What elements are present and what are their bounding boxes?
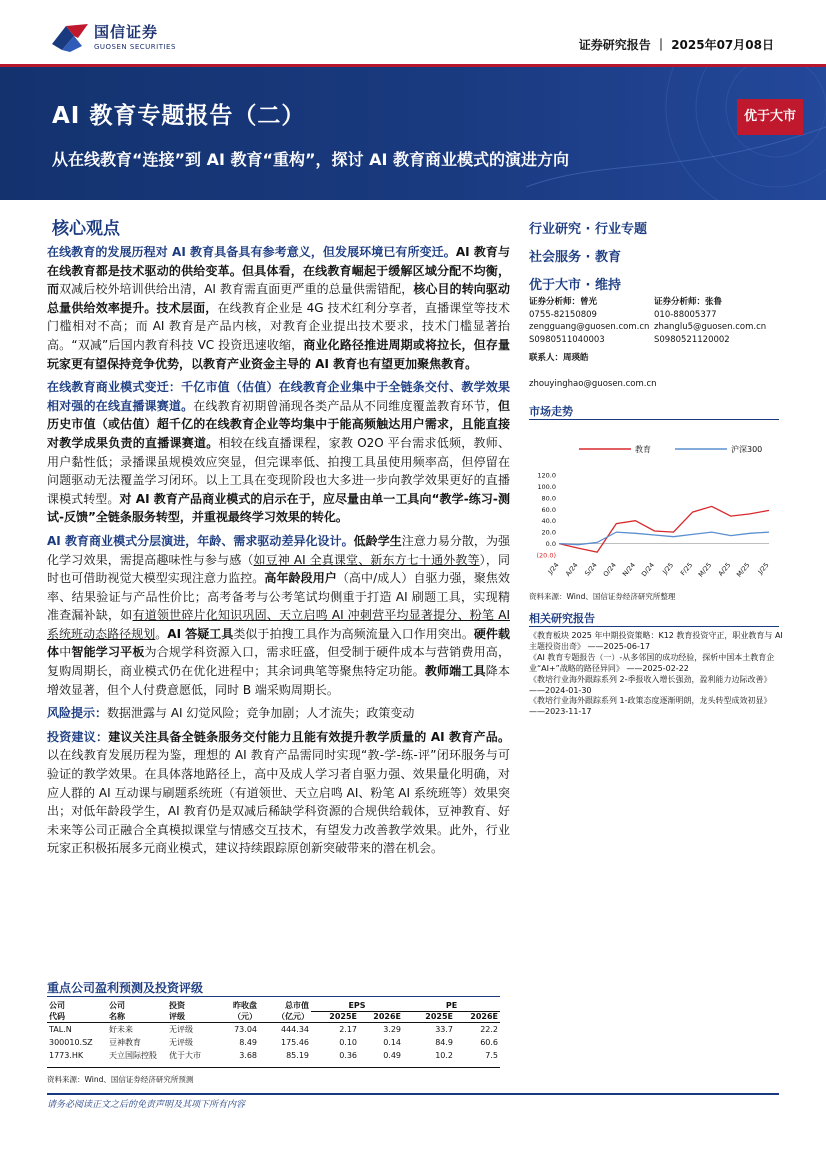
analyst-2-email: zhanglu5@guosen.com.cn	[654, 322, 767, 332]
p3-bold-6: 教师端工具	[424, 664, 486, 679]
paragraph-3	[47, 532, 510, 699]
p3-underline-2: 有道领世碎片化知识巩固、天立启鸣 AI 冲刺营平均显著提分、粉笔 AI 系统班动态路径规划	[47, 608, 510, 641]
x-tick-label: M/25	[734, 561, 752, 579]
related-item[interactable]: 《AI 教育专题报告（一）-从多邻国的成功经验，探析中国本土教育企业“AI+”战略的路径异同》 ——2025-02-22	[529, 652, 775, 673]
analyst-2-title	[654, 296, 779, 309]
p1-bold-2: 核心目的转向驱动总量供给效率提升。技术层面，	[47, 282, 510, 315]
report-type: 证券研究报告	[578, 38, 651, 52]
p3-text-7: 为合规学科资源入口，需求旺盛，但受制于硬件成本与营销费用高，复购周期长，商业模式仍在优化进程中；其余词典笔等聚焦特定功能。	[47, 645, 510, 679]
cell-eps25: 0.36	[339, 1050, 357, 1060]
legend-label: 沪深300	[731, 445, 763, 454]
x-tick-label: A/24	[563, 561, 580, 578]
market-divider	[529, 419, 779, 420]
cell-name: 豆神教育	[109, 1037, 141, 1047]
p2-text-1: 在线教育初期曾涌现各类产品从不同维度覆盖教育环节，	[193, 398, 498, 413]
p3-bold-3: AI 答疑工具	[167, 626, 234, 641]
cell-eps26: 0.14	[383, 1037, 401, 1047]
analyst-2-cert: S0980521120002	[654, 334, 730, 345]
p3-text-1: 注意力易分散，为强化学习效果，需提高趣味性与参与感（	[47, 533, 510, 567]
related-item[interactable]: 《教培行业海外跟踪系列 1-政策态度逐渐明朗，龙头转型成效初显》 ——2023-11-17	[529, 696, 772, 717]
th-price-2: （元）	[219, 1011, 259, 1023]
forecast-table-title: 重点公司盈利预测及投资评级	[47, 981, 204, 995]
x-tick-label: O/24	[601, 561, 618, 579]
analyst-1-role: 证券分析师：	[529, 297, 581, 307]
p1-text-2: 在线教育企业是 4G 技术红利分享者，直播课堂等技术门槛相对不高；而 AI 教育是产品内核，对教育企业提出技术要求，技术门槛显著抬高。“双减”后国内教育科技 VC 投资迅速收缩，	[47, 300, 510, 352]
p2-bold-1: 但历史市值（或估值）超千亿的在线教育企业等均集中于能高频触达用户需求，且能直接对教学成果负责的直播课赛道。	[47, 398, 510, 450]
p3-bold-4: 硬件载体	[47, 626, 510, 660]
y-tick-label: 60.0	[541, 505, 556, 514]
cell-rating: 无评级	[169, 1037, 193, 1047]
th-name-1: 公司	[109, 1001, 125, 1010]
p3-text-5: 类似于拍搜工具作为高频流量入口作用突出。	[233, 626, 474, 641]
analyst-1-email: zengguang@guosen.com.cn	[529, 322, 650, 332]
report-subtitle: 从在线教育“连接”到 AI 教育“重构”，探讨 AI 教育商业模式的演进方向	[52, 150, 570, 169]
cell-pe26: 60.6	[480, 1037, 498, 1047]
table-divider	[47, 996, 500, 997]
analyst-2-phone: 010-88005377	[654, 309, 717, 320]
advice-label: 投资建议：	[47, 729, 109, 744]
category-rating: 优于大市 · 维持	[529, 278, 621, 293]
p3-text-3: （高中/成人）自驱力强，聚焦效率、结果验证与产品性价比；高考备考与公考笔试均侧重于打造 AI 刷题工具，实现精准查漏补缺，如	[47, 571, 510, 623]
meta-separator: ｜	[655, 38, 672, 52]
th-pe: PE	[403, 1000, 500, 1011]
y-tick-label: 120.0	[537, 471, 556, 480]
paragraph-2	[47, 378, 510, 527]
cell-price: 3.68	[239, 1050, 257, 1060]
th-code-2: 代码	[47, 1011, 107, 1023]
title-banner	[0, 67, 826, 200]
guosen-logo-icon	[52, 22, 88, 52]
y-tick-label: 20.0	[541, 528, 556, 537]
y-tick-label: 100.0	[537, 482, 556, 491]
cell-price: 73.04	[234, 1024, 257, 1034]
risk-text: 数据泄露与 AI 幻觉风险；竞争加剧；人才流失；政策变动	[107, 706, 415, 721]
p1-text-1: 双减后校外培训供给出清，AI 教育需直面更严重的总量供需错配，	[59, 282, 414, 297]
risk-paragraph	[47, 704, 510, 723]
market-trend-title: 市场走势	[529, 405, 573, 418]
paragraph-1	[47, 243, 510, 373]
th-eps-2026: 2026E	[359, 1011, 403, 1023]
advice-text: 以在线教育发展历程为鉴，理想的 AI 教育产品需同时实现“教-学-练-评”闭环服务与可验证的教学效果。在具体落地路径上，高中及成人学习者自驱力强、效果量化明确，对应人群的 AI 互动课与刷题系统班（有道领世、天立启鸣 AI、粉笔 AI 系统班等）效果突出；对低年龄段学生，AI 教育仍是双减后稀缺学科资源的合规供给载体，豆神教育、好未来等公司正融合全真模拟课堂与情感交互技术，有望发力改善教学效果。此外，行业玩家正积极拓展多元商业模式，建议持续跟踪原创新突破带来的潜在机会。	[47, 748, 510, 856]
forecast-table	[47, 1000, 500, 1062]
x-tick-label: J/24	[546, 561, 561, 576]
cell-code: 300010.SZ	[49, 1037, 93, 1047]
th-pe-2026: 2026E	[455, 1011, 500, 1023]
p3-text-4: 。	[155, 626, 168, 641]
table-bottom-rule	[47, 1067, 500, 1068]
p2-text-2: 相较在线直播课程，家教 O2O 平台需求低频，教师、用户黏性低；录播课虽规模效应突显，但完课率低、拍搜工具虽使用频率高，但停留在问题驱动无法覆盖学习闭环。以上工具在变现阶段也大多进一步向教学效果更好的直播课模式转型。	[47, 435, 510, 506]
cell-mcap: 85.19	[286, 1050, 309, 1060]
th-rating-2: 评级	[167, 1011, 219, 1023]
related-research-title: 相关研究报告	[529, 612, 595, 625]
analyst-1-phone: 0755-82150809	[529, 309, 597, 320]
y-tick-label: (20.0)	[536, 551, 556, 560]
table-header-row-2	[47, 1011, 500, 1023]
cell-pe25: 84.9	[435, 1037, 453, 1047]
table-row	[47, 1036, 500, 1049]
p3-bold-1: 低龄学生	[353, 533, 402, 548]
x-tick-label: M/25	[696, 561, 714, 579]
rating-badge: 优于大市	[737, 99, 803, 135]
table-row	[47, 1049, 500, 1062]
analyst-1-cert: S0980511040003	[529, 334, 605, 345]
x-tick-label: N/24	[620, 561, 637, 579]
cell-pe25: 10.2	[435, 1050, 453, 1060]
risk-label: 风险提示：	[47, 706, 108, 721]
footer-disclaimer[interactable]: 请务必阅读正文之后的免责声明及其项下所有内容	[47, 1100, 246, 1110]
x-tick-label: S/24	[583, 561, 599, 578]
report-title: AI 教育专题报告（二）	[52, 103, 306, 129]
p3-bold-5: 智能学习平板	[71, 645, 145, 660]
related-research-list	[529, 631, 783, 718]
cell-eps26: 3.29	[383, 1024, 401, 1034]
cell-code: TAL.N	[49, 1024, 72, 1034]
sidebar-categories	[529, 218, 779, 302]
th-name-2: 名称	[107, 1011, 167, 1023]
cell-eps25: 0.10	[339, 1037, 357, 1047]
y-tick-label: 80.0	[541, 494, 556, 503]
y-tick-label: 0.0	[545, 540, 556, 549]
p1-lead: 在线教育的发展历程对 AI 教育具备具有参考意义，但发展环境已有所变迁。	[47, 245, 456, 259]
analyst-2-name: 张鲁	[705, 297, 723, 307]
x-tick-label: J/25	[660, 561, 676, 576]
contact-email: zhouyinghao@guosen.com.cn	[529, 379, 657, 389]
analyst-1	[529, 296, 654, 346]
legend-label: 教育	[635, 445, 651, 454]
x-tick-label: A/25	[716, 561, 733, 578]
main-body	[47, 243, 510, 863]
p3-underline-1: 如豆神 AI 全真课堂、新东方七十通外教等	[253, 552, 480, 567]
logo-name-cn: 国信证券	[94, 23, 159, 41]
th-eps-2025: 2025E	[311, 1011, 359, 1023]
table-row	[47, 1023, 500, 1036]
cell-mcap: 444.34	[281, 1024, 309, 1034]
analyst-1-name: 曾光	[580, 297, 598, 307]
cell-eps25: 2.17	[339, 1024, 357, 1034]
th-code-1: 公司	[49, 1001, 65, 1010]
advice-bold: 建议关注具备全链条服务交付能力且能有效提升教学质量的 AI 教育产品。	[108, 729, 510, 744]
cell-eps26: 0.49	[383, 1050, 401, 1060]
analyst-2-role: 证券分析师：	[654, 297, 706, 307]
p2-bold-2: 对 AI 教育产品商业模式的启示在于，应尽量由单一工具向“教学-练习-测试-反馈”全链条服务转型，并重视最终学习效果的转化。	[47, 491, 510, 525]
th-rating-1: 投资	[169, 1001, 185, 1010]
contact-name: 周瑛皓	[563, 353, 589, 363]
company-logo	[52, 20, 192, 60]
y-tick-label: 40.0	[541, 517, 556, 526]
related-item[interactable]: 《教育板块 2025 年中期投资策略：K12 教育投资守正，职业教育与 AI 主题投资出奇》 ——2025-06-17	[529, 631, 783, 651]
analyst-1-title	[529, 296, 654, 309]
x-tick-label: D/24	[639, 561, 656, 579]
cell-name: 天立国际控股	[109, 1050, 157, 1060]
p3-text-2: ），同时也可借助视觉大模型实现注意力监控。	[47, 552, 510, 586]
cell-pe25: 33.7	[435, 1024, 453, 1034]
p1-bold-1: AI 教育与在线教育都是技术驱动的供给变革。但具体看，在线教育崛起于缓解区域分配不均衡，而	[47, 245, 510, 297]
cell-rating: 优于大市	[169, 1050, 201, 1060]
series-line	[559, 532, 769, 545]
chart-source: 资料来源：Wind、国信证券经济研究所整理	[529, 592, 676, 601]
report-date: 2025年07月08日	[671, 38, 774, 52]
contact-role: 联系人：	[529, 353, 564, 363]
related-divider	[529, 626, 779, 627]
cell-price: 8.49	[239, 1037, 257, 1047]
x-tick-label: J/25	[756, 561, 771, 576]
advice-paragraph	[47, 728, 510, 858]
p2-lead: 在线教育商业模式变迁：千亿市值（估值）在线教育企业集中于全链条交付、教学效果相对强的在线直播课赛道。	[47, 380, 510, 413]
cell-pe26: 22.2	[480, 1024, 498, 1034]
p3-lead: AI 教育商业模式分层演进，年龄、需求驱动差异化设计。	[47, 533, 354, 548]
p3-bold-2: 高年龄段用户	[264, 571, 337, 586]
th-mcap-1: 总市值	[285, 1001, 309, 1010]
x-tick-label: F/25	[678, 561, 695, 578]
cell-mcap: 175.46	[281, 1037, 309, 1047]
category-sector: 社会服务 · 教育	[529, 250, 621, 265]
contact-person	[529, 351, 589, 363]
cell-code: 1773.HK	[49, 1050, 84, 1060]
related-item[interactable]: 《教培行业海外跟踪系列 2-季报收入增长强劲，盈利能力边际改善》 ——2024-01-30	[529, 674, 772, 695]
analyst-2	[654, 296, 779, 346]
th-pe-2025: 2025E	[403, 1011, 455, 1023]
th-eps: EPS	[311, 1000, 403, 1011]
p3-text-6: 中	[59, 645, 72, 660]
p1-bold-3: 商业化路径推进周期或将拉长，但存量玩家更有望保持竞争优势，以教育产业资金主导的 AI 教育也有望更加聚焦教育。	[47, 337, 510, 371]
series-line	[559, 506, 769, 552]
category-industry: 行业研究 · 行业专题	[529, 222, 647, 237]
footer-divider	[47, 1093, 779, 1095]
th-mcap-2: （亿元）	[259, 1011, 311, 1023]
p3-text-8: 降本增效显著，但个人付费意愿低，同时 B 端采购周期长。	[47, 664, 510, 697]
report-meta	[579, 36, 774, 53]
cell-rating: 无评级	[169, 1024, 193, 1034]
cell-pe26: 7.5	[485, 1050, 498, 1060]
table-source: 资料来源：Wind、国信证券经济研究所预测	[47, 1075, 194, 1084]
page-header	[0, 0, 826, 66]
cell-name: 好未来	[109, 1024, 133, 1034]
table-header-row-1	[47, 1000, 500, 1011]
th-price-1: 昨收盘	[233, 1001, 257, 1010]
logo-name-en: GUOSEN SECURITIES	[94, 43, 176, 51]
market-trend-chart	[529, 433, 779, 588]
core-view-heading: 核心观点	[52, 219, 120, 239]
